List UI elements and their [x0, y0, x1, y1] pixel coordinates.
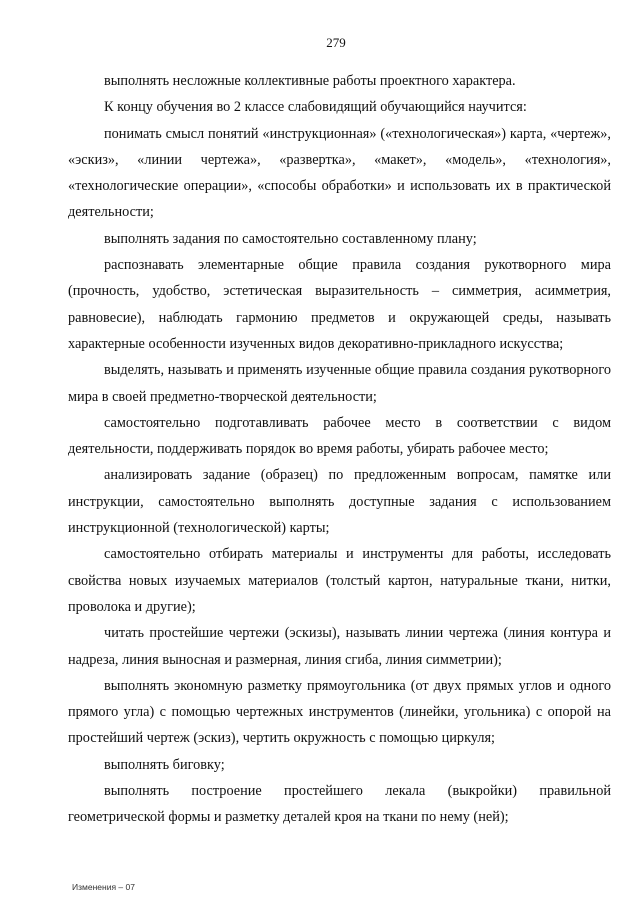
paragraph: самостоятельно подготавливать рабочее место в соответствии с видом деятельности, поддерживать порядок во время работы, убирать рабочее место; [68, 414, 611, 458]
document-body [68, 68, 611, 831]
paragraph: выделять, называть и применять изученные общие правила создания рукотворного мира в своей предметно-творческой деятельности; [68, 362, 611, 405]
paragraph: анализировать задание (образец) по предложенным вопросам, памятке или инструкции, самостоятельно выполнять доступные задания с использованием инструкционной (технологической) карты; [68, 467, 611, 537]
paragraph: выполнять задания по самостоятельно составленному плану; [104, 230, 477, 247]
paragraph: выполнять построение простейшего лекала (выкройки) правильной геометрической формы и разметку деталей кроя на ткани по нему (ней); [68, 783, 611, 826]
paragraph: читать простейшие чертежи (эскизы), называть линии чертежа (линия контура и надреза, линия выносная и размерная, линия сгиба, линия симметрии); [68, 625, 611, 668]
paragraph: выполнять несложные коллективные работы проектного характера. [104, 73, 516, 89]
paragraph: выполнять экономную разметку прямоугольника (от двух прямых углов и одного прямого угла) с помощью чертежных инструментов (линейки, угольника) с опорой на простейший чертеж (эскиз), чертить окружность с помощью циркуля; [68, 677, 611, 747]
paragraph: К концу обучения во 2 классе слабовидящий обучающийся научится: [104, 99, 527, 116]
paragraph: понимать смысл понятий «инструкционная» («технологическая») карта, «чертеж», «эскиз», «линии чертежа», «развертка», «макет», «модель», «технология», «технологические операции», «способы обработки» и использовать их в практической деятельности; [68, 125, 611, 221]
revision-footer: Изменения – 07 [72, 882, 135, 892]
paragraph: выполнять биговку; [104, 756, 225, 773]
paragraph: распознавать элементарные общие правила создания рукотворного мира (прочность, удобство, эстетическая выразительность – симметрия, асимметрия, равновесие), наблюдать гармонию предметов и окружающей среды, называть характерные особенности изученных видов декоративно-прикладного искусства; [68, 257, 611, 352]
page-number: 279 [326, 35, 346, 50]
paragraph: самостоятельно отбирать материалы и инструменты для работы, исследовать свойства новых изучаемых материалов (толстый картон, натуральные ткани, нитки, проволока и другие); [68, 546, 611, 615]
